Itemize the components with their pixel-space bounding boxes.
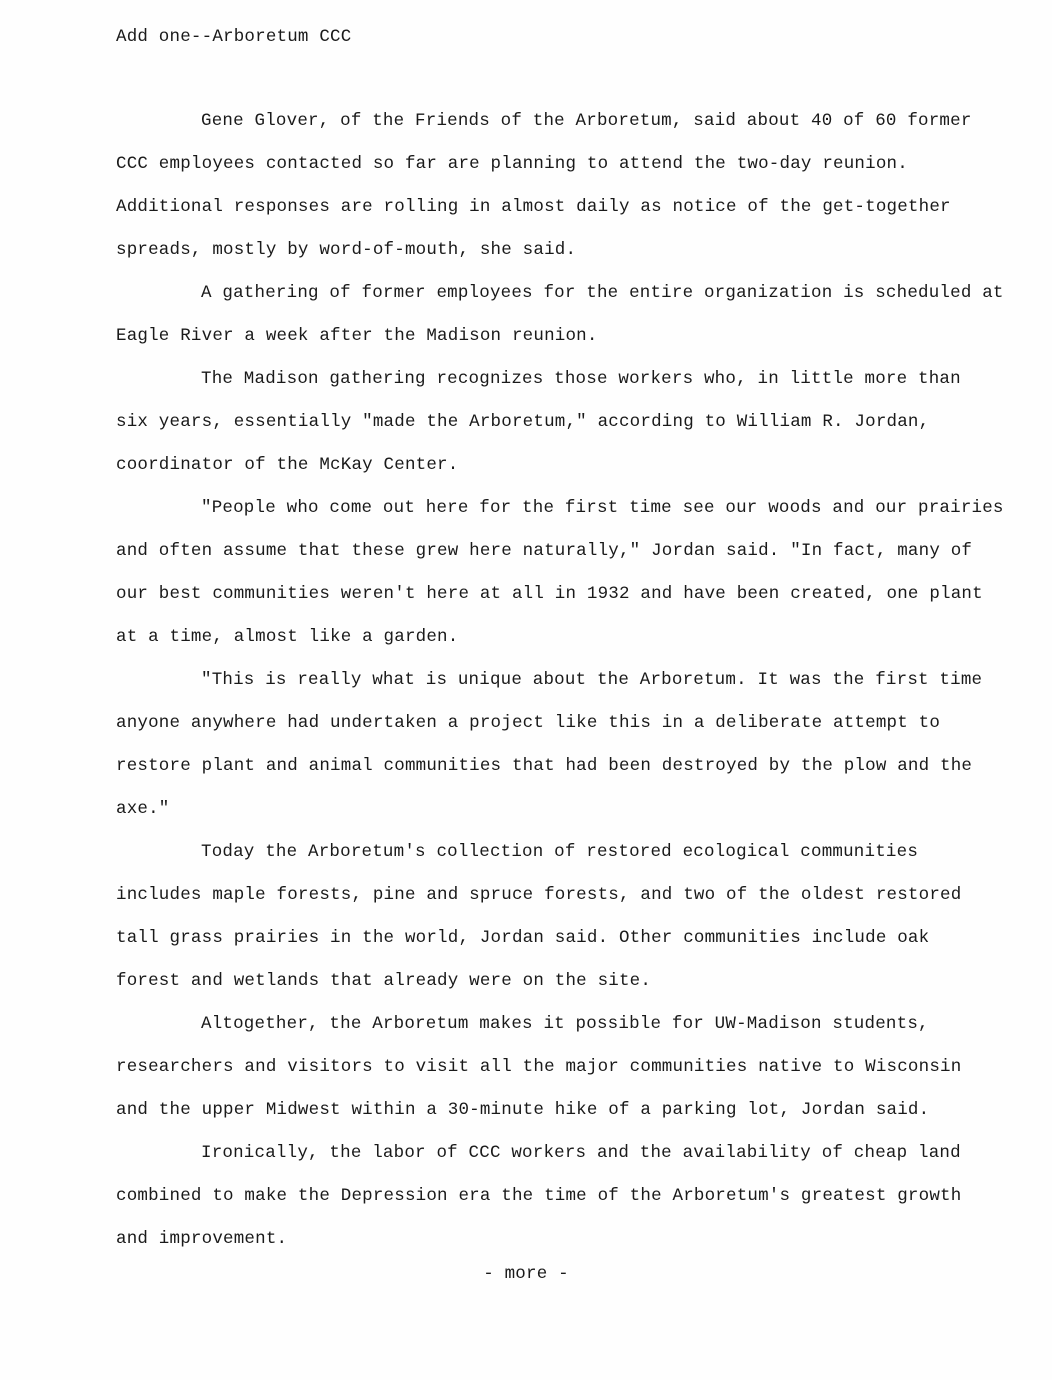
text-line: axe." — [116, 799, 170, 819]
text-line: six years, essentially "made the Arboretum," according to William R. Jordan, — [116, 412, 930, 432]
more-indicator: - more - — [483, 1264, 569, 1284]
text-line: Gene Glover, of the Friends of the Arboretum, said about 40 of 60 former — [201, 111, 972, 131]
text-line: and often assume that these grew here naturally," Jordan said. "In fact, many of — [116, 541, 973, 561]
text-line: our best communities weren't here at all in 1932 and have been created, one plant — [116, 584, 983, 604]
text-line: at a time, almost like a garden. — [116, 627, 459, 647]
text-line: spreads, mostly by word-of-mouth, she said. — [116, 240, 577, 260]
text-line: "This is really what is unique about the Arboretum. It was the first time — [201, 670, 983, 690]
text-line: CCC employees contacted so far are planning to attend the two-day reunion. — [116, 154, 908, 174]
text-line: restore plant and animal communities that had been destroyed by the plow and the — [116, 756, 973, 776]
text-line: and improvement. — [116, 1229, 288, 1249]
text-line: Today the Arboretum's collection of restored ecological communities — [201, 842, 919, 862]
text-line: "People who come out here for the first time see our woods and our prairies — [201, 498, 1004, 518]
text-line: researchers and visitors to visit all the major communities native to Wisconsin — [116, 1057, 962, 1077]
text-line: tall grass prairies in the world, Jordan said. Other communities include oak — [116, 928, 930, 948]
text-line: coordinator of the McKay Center. — [116, 455, 459, 475]
text-line: Altogether, the Arboretum makes it possible for UW-Madison students, — [201, 1014, 929, 1034]
text-line: Additional responses are rolling in almost daily as notice of the get-together — [116, 197, 951, 217]
text-line: Ironically, the labor of CCC workers and the availability of cheap land — [201, 1143, 961, 1163]
text-line: and the upper Midwest within a 30-minute hike of a parking lot, Jordan said. — [116, 1100, 930, 1120]
text-line: forest and wetlands that already were on the site. — [116, 971, 652, 991]
text-line: Eagle River a week after the Madison reunion. — [116, 326, 598, 346]
text-line: A gathering of former employees for the entire organization is scheduled at — [201, 283, 1004, 303]
text-line: The Madison gathering recognizes those workers who, in little more than — [201, 369, 961, 389]
text-line: includes maple forests, pine and spruce forests, and two of the oldest restored — [116, 885, 962, 905]
text-line: combined to make the Depression era the time of the Arboretum's greatest growth — [116, 1186, 962, 1206]
text-line: anyone anywhere had undertaken a project like this in a deliberate attempt to — [116, 713, 941, 733]
page-header: Add one--Arboretum CCC — [116, 27, 352, 47]
